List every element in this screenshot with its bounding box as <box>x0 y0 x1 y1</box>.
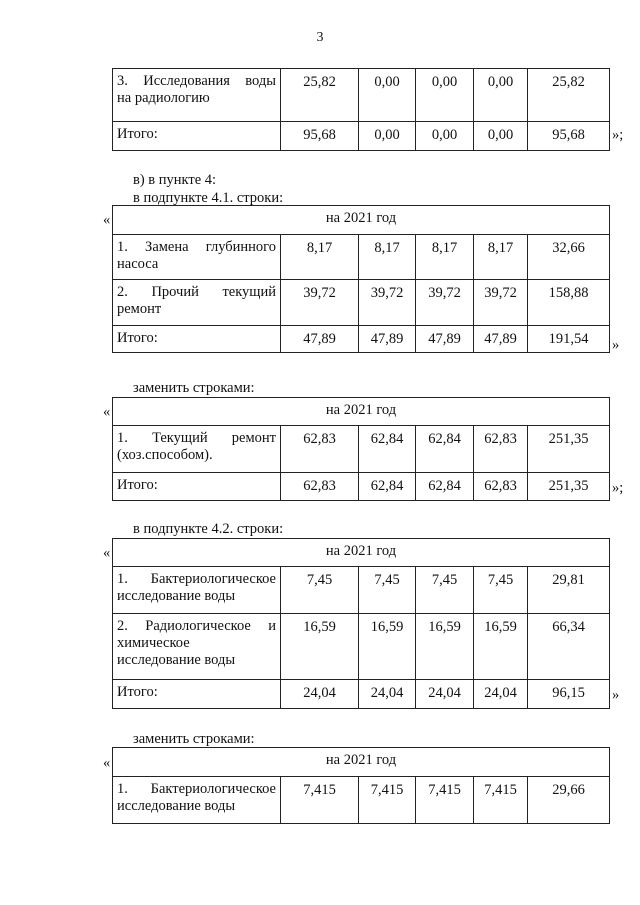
table-4-2-new <box>112 747 610 824</box>
table-row-total <box>113 680 610 709</box>
opening-quote: « <box>103 212 111 228</box>
cell-value: 24,04 <box>474 680 528 709</box>
cell-value: 7,45 <box>416 567 474 614</box>
cell-value: 0,00 <box>359 122 416 151</box>
cell-value: 39,72 <box>416 280 474 326</box>
cell-value: 7,45 <box>359 567 416 614</box>
row-name: 3. Исследования воды на радиологию <box>113 69 281 122</box>
cell-value: 0,00 <box>416 69 474 122</box>
cell-value: 29,81 <box>528 567 610 614</box>
row-name: 1. Бактериологическое исследование воды <box>113 777 281 824</box>
cell-value: 47,89 <box>281 326 359 353</box>
row-name: 1. Замена глубинного насоса <box>113 235 281 280</box>
cell-value: 16,59 <box>416 614 474 680</box>
cell-value: 32,66 <box>528 235 610 280</box>
cell-value: 47,89 <box>359 326 416 353</box>
cell-value: 24,04 <box>359 680 416 709</box>
cell-value: 0,00 <box>359 69 416 122</box>
cell-value: 7,415 <box>416 777 474 824</box>
paragraph-point-4: в) в пункте 4: <box>133 172 217 188</box>
paragraph-replace: заменить строками: <box>133 731 255 747</box>
table-row <box>113 426 610 473</box>
row-name: Итого: <box>113 473 281 501</box>
row-name: 2. Прочий текущий ремонт <box>113 280 281 326</box>
cell-value: 7,415 <box>281 777 359 824</box>
cell-value: 66,34 <box>528 614 610 680</box>
cell-value: 47,89 <box>416 326 474 353</box>
cell-value: 39,72 <box>281 280 359 326</box>
closing-quote: »; <box>612 127 624 143</box>
cell-value: 62,83 <box>474 473 528 501</box>
table-row-total <box>113 122 610 151</box>
cell-value: 62,84 <box>416 426 474 473</box>
table-4-1-new <box>112 397 610 501</box>
cell-value: 62,83 <box>281 426 359 473</box>
row-name: 2. Радиологическое и химическое исследование воды <box>113 614 281 680</box>
paragraph-subpoint-4-2: в подпункте 4.2. строки: <box>133 521 284 537</box>
cell-value: 62,84 <box>416 473 474 501</box>
row-name: 1. Текущий ремонт (хоз.способом). <box>113 426 281 473</box>
table-header-row <box>113 748 610 777</box>
table-header-year: на 2021 год <box>113 748 610 777</box>
row-name: Итого: <box>113 122 281 151</box>
table-header-row <box>113 539 610 567</box>
cell-value: 95,68 <box>528 122 610 151</box>
cell-value: 16,59 <box>359 614 416 680</box>
cell-value: 8,17 <box>359 235 416 280</box>
cell-value: 158,88 <box>528 280 610 326</box>
cell-value: 0,00 <box>474 69 528 122</box>
cell-value: 62,83 <box>281 473 359 501</box>
table-header-row <box>113 206 610 235</box>
table-row <box>113 614 610 680</box>
opening-quote: « <box>103 404 111 420</box>
cell-value: 7,45 <box>281 567 359 614</box>
table-header-row <box>113 398 610 426</box>
table-row <box>113 777 610 824</box>
opening-quote: « <box>103 755 111 771</box>
closing-quote: » <box>612 337 620 353</box>
cell-value: 62,84 <box>359 473 416 501</box>
cell-value: 8,17 <box>474 235 528 280</box>
cell-value: 24,04 <box>416 680 474 709</box>
table-4-1-old <box>112 205 610 353</box>
cell-value: 29,66 <box>528 777 610 824</box>
table-row-total <box>113 473 610 501</box>
table-header-year: на 2021 год <box>113 398 610 426</box>
table-4-2-old <box>112 538 610 709</box>
cell-value: 95,68 <box>281 122 359 151</box>
cell-value: 8,17 <box>281 235 359 280</box>
cell-value: 7,415 <box>359 777 416 824</box>
cell-value: 7,415 <box>474 777 528 824</box>
closing-quote: »; <box>612 480 624 496</box>
cell-value: 8,17 <box>416 235 474 280</box>
cell-value: 25,82 <box>528 69 610 122</box>
cell-value: 191,54 <box>528 326 610 353</box>
cell-value: 62,84 <box>359 426 416 473</box>
paragraph-replace: заменить строками: <box>133 380 255 396</box>
row-name: Итого: <box>113 326 281 353</box>
cell-value: 0,00 <box>416 122 474 151</box>
cell-value: 251,35 <box>528 426 610 473</box>
page-number: 3 <box>316 30 324 45</box>
row-name: 1. Бактериологическое исследование воды <box>113 567 281 614</box>
table-water-research <box>112 68 610 151</box>
cell-value: 39,72 <box>359 280 416 326</box>
row-name: Итого: <box>113 680 281 709</box>
table-row <box>113 280 610 326</box>
cell-value: 16,59 <box>474 614 528 680</box>
cell-value: 16,59 <box>281 614 359 680</box>
cell-value: 62,83 <box>474 426 528 473</box>
table-row <box>113 69 610 122</box>
table-row-total <box>113 326 610 353</box>
cell-value: 24,04 <box>281 680 359 709</box>
cell-value: 25,82 <box>281 69 359 122</box>
cell-value: 39,72 <box>474 280 528 326</box>
table-header-year: на 2021 год <box>113 539 610 567</box>
table-row <box>113 567 610 614</box>
paragraph-subpoint-4-1: в подпункте 4.1. строки: <box>133 190 284 206</box>
table-header-year: на 2021 год <box>113 206 610 235</box>
cell-value: 0,00 <box>474 122 528 151</box>
cell-value: 251,35 <box>528 473 610 501</box>
cell-value: 47,89 <box>474 326 528 353</box>
cell-value: 96,15 <box>528 680 610 709</box>
closing-quote: » <box>612 687 620 703</box>
table-row <box>113 235 610 280</box>
opening-quote: « <box>103 545 111 561</box>
cell-value: 7,45 <box>474 567 528 614</box>
